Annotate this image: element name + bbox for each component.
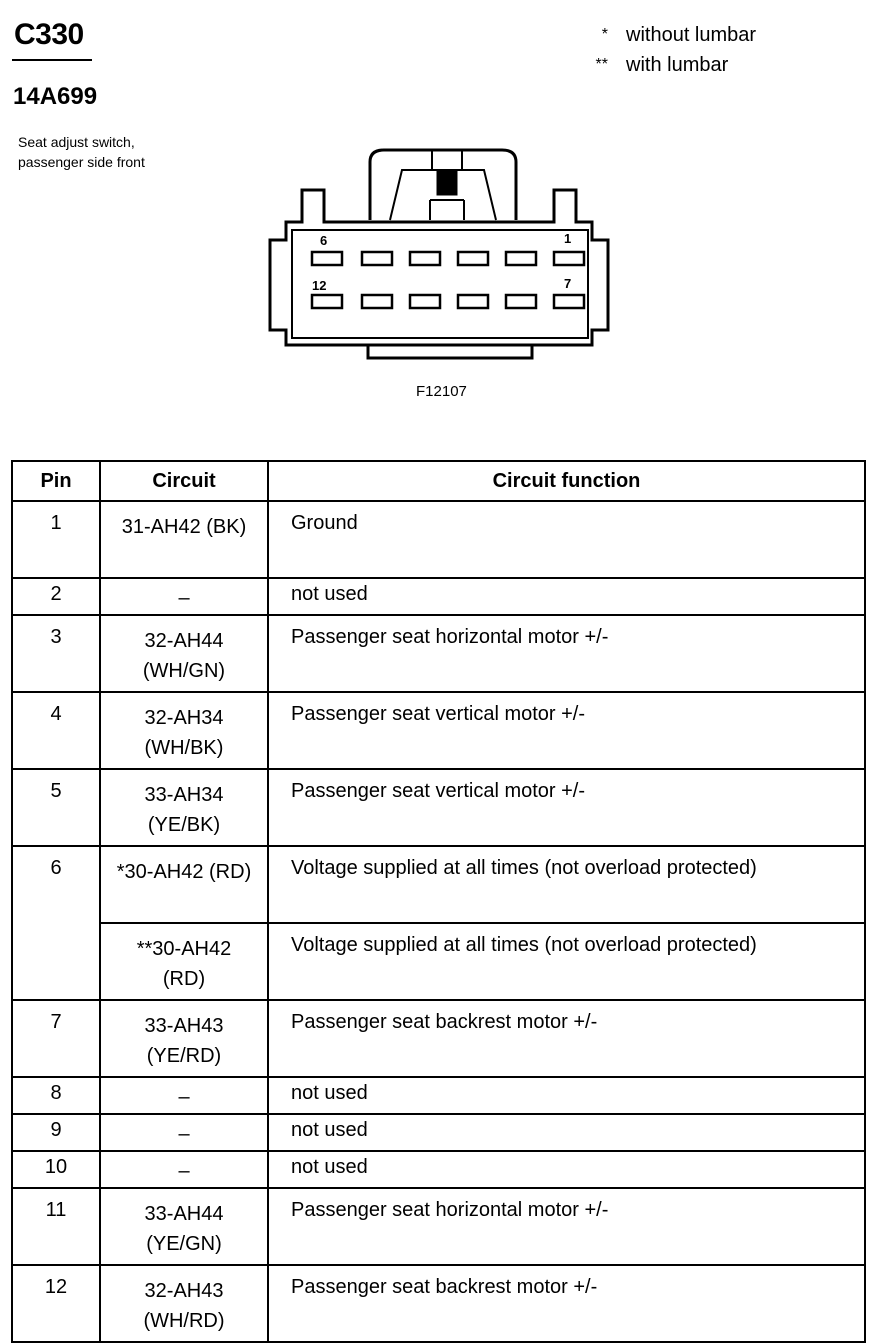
table-row [12, 615, 865, 692]
circuit-line-1: **30-AH42 [136, 938, 232, 960]
circuit-line-1: 33-AH44 [144, 1203, 224, 1225]
circuit-cell [100, 615, 268, 692]
pin-cell: 3 [12, 615, 100, 692]
circuit-cell: – [100, 578, 268, 615]
legend [560, 20, 756, 80]
function-cell: Passenger seat horizontal motor +/- [268, 1188, 865, 1265]
table-row [12, 578, 865, 615]
function-cell: not used [268, 1077, 865, 1114]
table-row [12, 1151, 865, 1188]
pin-cell: 1 [12, 501, 100, 578]
circuit-line-1: 32-AH34 [144, 707, 224, 729]
circuit-line-1: 33-AH43 [144, 1015, 224, 1037]
circuit-line-2: (WH/GN) [142, 660, 226, 682]
circuit-cell: – [100, 1077, 268, 1114]
pin-cell: 9 [12, 1114, 100, 1151]
connector-housing [270, 190, 608, 345]
pin-label-12: 12 [312, 278, 327, 293]
circuit-cell: – [100, 1114, 268, 1151]
header-circuit-function: Circuit function [268, 461, 865, 501]
circuit-line-2: (YE/RD) [146, 1045, 222, 1067]
legend-mark: * [601, 26, 608, 43]
connector-diagram [262, 140, 622, 370]
header-pin: Pin [12, 461, 100, 501]
connector-id: C330 [14, 18, 84, 51]
table-header-row [12, 461, 865, 501]
pin-label-1: 1 [564, 231, 572, 246]
circuit-line-1: *30-AH42 (RD) [116, 861, 252, 883]
table-row [12, 692, 865, 769]
function-cell: not used [268, 1151, 865, 1188]
pin-cell: 8 [12, 1077, 100, 1114]
table-row [12, 1265, 865, 1342]
circuit-line-1: 32-AH43 [144, 1280, 224, 1302]
table-row [12, 923, 865, 1000]
table-row [12, 1188, 865, 1265]
legend-row-without-lumbar [560, 20, 756, 50]
legend-row-with-lumbar [560, 50, 756, 80]
function-cell: Voltage supplied at all times (not overload protected) [268, 846, 865, 923]
circuit-line-2: (YE/BK) [147, 814, 221, 836]
function-cell: Passenger seat backrest motor +/- [268, 1265, 865, 1342]
pin-cell: 10 [12, 1151, 100, 1188]
circuit-cell [100, 846, 268, 923]
circuit-cell [100, 1000, 268, 1077]
function-cell: Passenger seat vertical motor +/- [268, 769, 865, 846]
table-row [12, 769, 865, 846]
figure-label: F12107 [416, 383, 467, 400]
circuit-line-1: 32-AH44 [144, 630, 224, 652]
function-cell: Passenger seat backrest motor +/- [268, 1000, 865, 1077]
connector-description [18, 132, 145, 172]
pin-cell: 6 [12, 846, 100, 1000]
circuit-cell [100, 1188, 268, 1265]
pin-cell: 2 [12, 578, 100, 615]
pin-cell: 5 [12, 769, 100, 846]
description-line-2: passenger side front [18, 154, 145, 170]
pin-cell: 12 [12, 1265, 100, 1342]
legend-text: with lumbar [626, 54, 729, 76]
circuit-cell [100, 769, 268, 846]
circuit-cell [100, 692, 268, 769]
pin-cavities [312, 252, 584, 308]
legend-text: without lumbar [626, 24, 757, 46]
table-row [12, 1077, 865, 1114]
table-row [12, 501, 865, 578]
table-row [12, 1114, 865, 1151]
legend-mark: ** [595, 56, 608, 73]
function-cell: Ground [268, 501, 865, 578]
function-cell: not used [268, 578, 865, 615]
part-number: 14A699 [13, 83, 98, 110]
circuit-cell: – [100, 1151, 268, 1188]
circuit-cell [100, 1265, 268, 1342]
function-cell: Voltage supplied at all times (not overload protected) [268, 923, 865, 1000]
connector-tab [368, 345, 532, 358]
header-circuit: Circuit [100, 461, 268, 501]
circuit-cell [100, 923, 268, 1000]
function-cell: Passenger seat horizontal motor +/- [268, 615, 865, 692]
pin-cell: 4 [12, 692, 100, 769]
table-row [12, 846, 865, 923]
circuit-line-2: (WH/BK) [144, 737, 224, 759]
circuit-line-1: 33-AH34 [144, 784, 224, 806]
pin-label-7: 7 [564, 276, 572, 291]
function-cell: Passenger seat vertical motor +/- [268, 692, 865, 769]
pin-table [11, 460, 866, 1343]
function-cell: not used [268, 1114, 865, 1151]
table-row [12, 1000, 865, 1077]
pin-cell: 11 [12, 1188, 100, 1265]
title-underline [12, 59, 92, 61]
description-line-1: Seat adjust switch, [18, 134, 135, 150]
circuit-line-2: (WH/RD) [143, 1310, 225, 1332]
circuit-line-1: 31-AH42 (BK) [121, 516, 247, 538]
circuit-cell [100, 501, 268, 578]
circuit-line-2: (YE/GN) [146, 1233, 222, 1255]
circuit-line-2: (RD) [162, 968, 206, 990]
pin-label-6: 6 [320, 233, 328, 248]
pin-cell: 7 [12, 1000, 100, 1077]
